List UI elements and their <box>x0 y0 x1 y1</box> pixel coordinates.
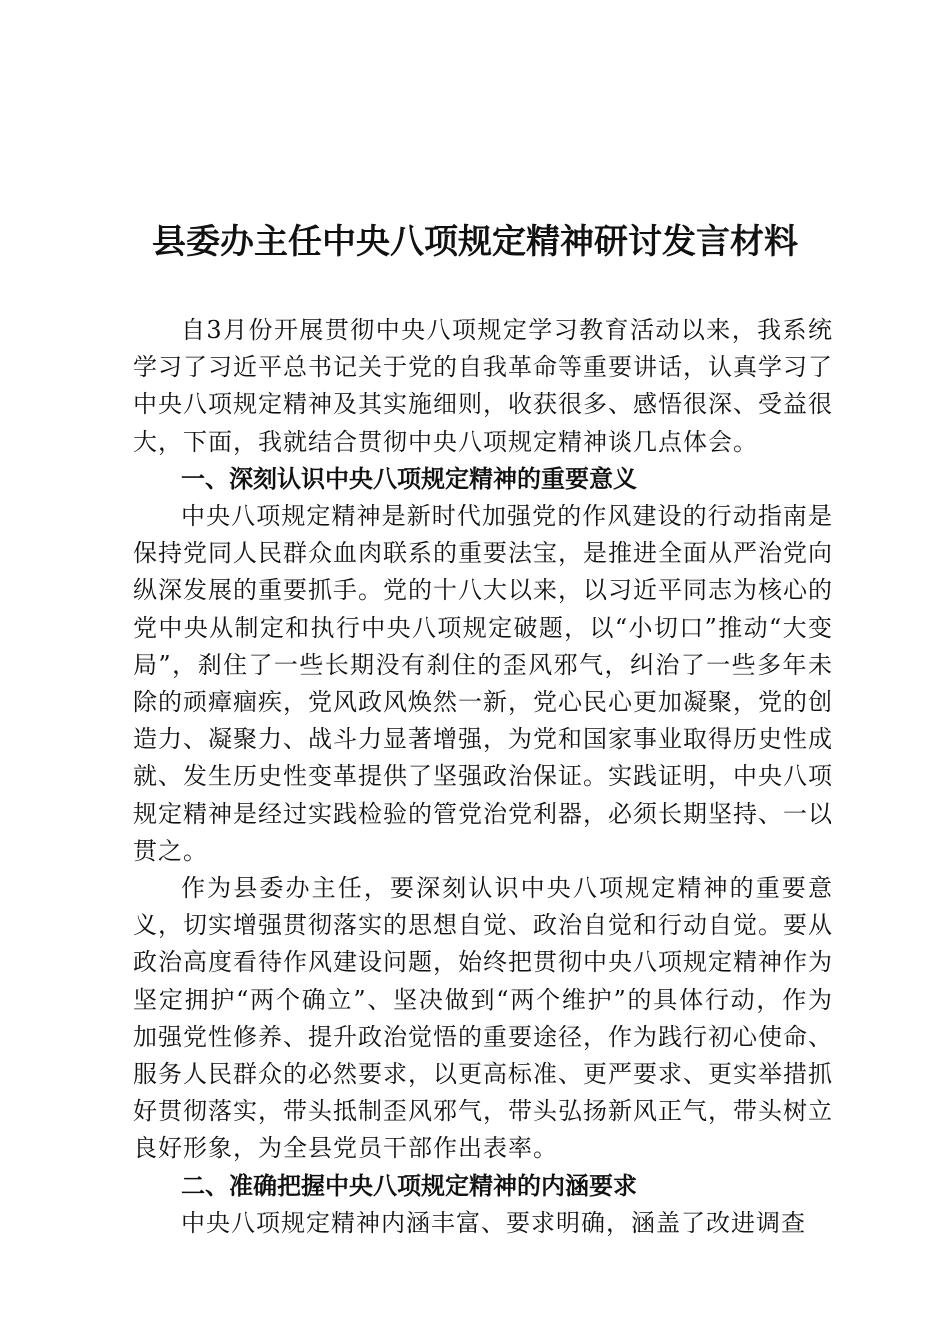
paragraph-intro: 自3月份开展贯彻中央八项规定学习教育活动以来，我系统学习了习近平总书记关于党的自我革命等重要讲话，认真学习了中央八项规定精神及其实施细则，收获很多、感悟很深、受益很大，下面，我就结合贯彻中央八项规定精神谈几点体会。 <box>133 316 833 456</box>
paragraph-significance: 中央八项规定精神是新时代加强党的作风建设的行动指南是保持党同人民群众血肉联系的重要法宝，是推进全面从严治党向纵深发展的重要抓手。党的十八大以来，以习近平同志为核心的党中央从制定和执行中央八项规定破题，以“小切口”推动“大变局”，刹住了一些长期没有刹住的歪风邪气，纠治了一些多年未除的顽瘴痼疾，党风政风焕然一新，党心民心更加凝聚，党的创造力、凝聚力、战斗力显著增强，为党和国家事业取得历史性成就、发生历史性变革提供了坚强政治保证。实践证明，中央八项规定精神是经过实践检验的管党治党利器，必须长期坚持、一以贯之。 <box>133 502 833 865</box>
paragraph-connotation: 中央八项规定精神内涵丰富、要求明确，涵盖了改进调查 <box>181 1208 806 1237</box>
section-heading-1: 一、深刻认识中央八项规定精神的重要意义 <box>181 464 637 493</box>
paragraph-role: 作为县委办主任，要深刻认识中央八项规定精神的重要意义，切实增强贯彻落实的思想自觉、政治自觉和行动自觉。要从政治高度看待作风建设问题，始终把贯彻中央八项规定精神作为坚定拥护“两个确立”、坚决做到“两个维护”的具体行动，作为加强党性修养、提升政治觉悟的重要途径，作为践行初心使命、服务人民群众的必然要求，以更高标准、更严要求、更实举措抓好贯彻落实，带头抵制歪风邪气，带头弘扬新风正气，带头树立良好形象，为全县党员干部作出表率。 <box>133 874 833 1163</box>
document-title: 县委办主任中央八项规定精神研讨发言材料 <box>152 222 798 262</box>
document-body <box>133 312 833 1242</box>
section-heading-2: 二、准确把握中央八项规定精神的内涵要求 <box>181 1171 637 1200</box>
